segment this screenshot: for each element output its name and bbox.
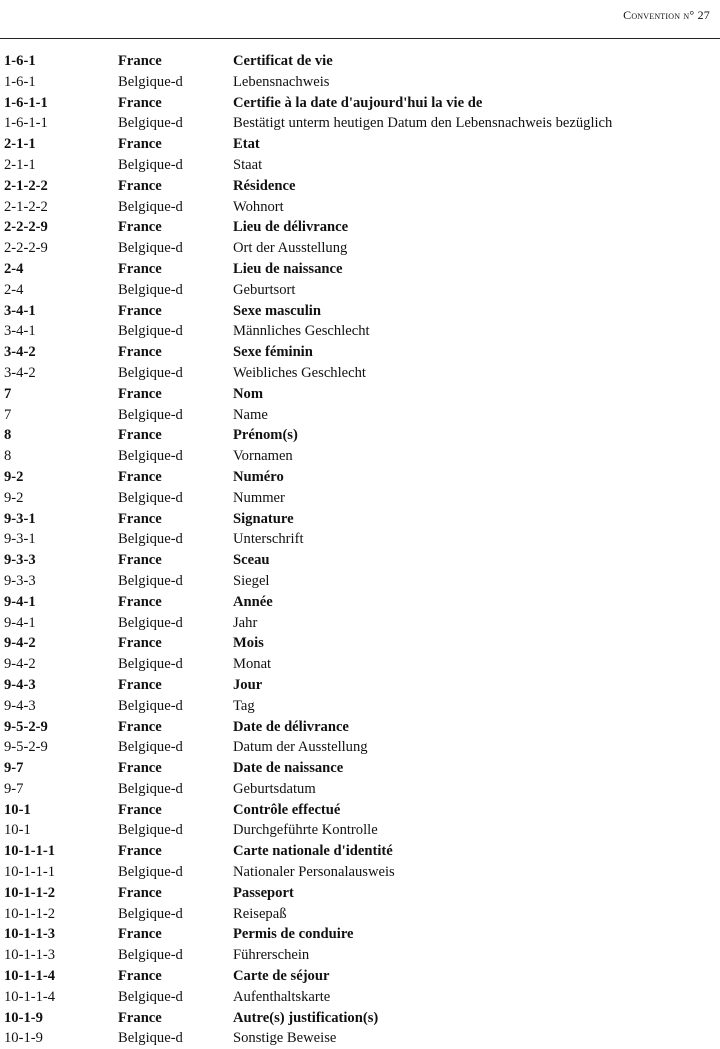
row-country: France: [118, 926, 162, 943]
row-country: France: [118, 177, 162, 194]
row-text: Certifie à la date d'aujourd'hui la vie de: [233, 94, 483, 111]
row-country: France: [118, 801, 162, 818]
row-country: France: [118, 468, 162, 485]
row-country: France: [118, 593, 162, 610]
table-row: [4, 72, 712, 93]
table-row: [4, 633, 712, 654]
row-code: 1-6-1: [4, 53, 36, 69]
table-row: [4, 862, 712, 883]
row-code: 9-4-2: [4, 656, 36, 673]
row-code: 3-4-2: [4, 344, 36, 361]
row-country: Belgique-d: [118, 1030, 183, 1047]
row-text: Lebensnachweis: [233, 73, 330, 90]
row-text: Staat: [233, 156, 263, 173]
row-country: Belgique-d: [118, 156, 183, 173]
table-row: [4, 405, 712, 426]
row-country: Belgique-d: [118, 697, 183, 714]
row-code: 9-3-1: [4, 531, 36, 548]
row-text: Bestätigt unterm heutigen Datum den Lebensnachweis bezüglich: [233, 115, 613, 132]
table-row: [4, 571, 712, 592]
row-country: Belgique-d: [118, 240, 183, 257]
row-text: Reisepaß: [233, 905, 287, 922]
row-code: 10-1-1-4: [4, 988, 56, 1005]
row-text: Etat: [233, 136, 260, 153]
row-country: France: [118, 718, 162, 735]
table-row: [4, 259, 712, 280]
row-country: France: [118, 1009, 162, 1026]
table-row: [4, 966, 712, 987]
row-country: Belgique-d: [118, 406, 183, 423]
row-code: 9-4-2: [4, 635, 36, 652]
row-code: 9-4-3: [4, 697, 36, 714]
row-text: Résidence: [233, 177, 296, 194]
row-code: 2-2-2-9: [4, 240, 48, 257]
table-row: [4, 1008, 712, 1029]
row-text: Lieu de naissance: [233, 260, 343, 277]
row-text: Jahr: [233, 614, 258, 631]
table-row: [4, 113, 712, 134]
table-row: [4, 779, 712, 800]
row-code: 1-6-1-1: [4, 115, 48, 132]
table-row: [4, 904, 712, 925]
row-code: 9-5-2-9: [4, 739, 48, 756]
row-country: Belgique-d: [118, 489, 183, 506]
row-code: 10-1-1-1: [4, 864, 56, 881]
row-country: France: [118, 843, 162, 860]
row-country: Belgique-d: [118, 739, 183, 756]
row-text: Sexe masculin: [233, 302, 321, 319]
row-code: 9-2: [4, 489, 24, 506]
row-country: Belgique-d: [118, 988, 183, 1005]
row-code: 2-4: [4, 281, 24, 298]
row-text: Geburtsdatum: [233, 780, 316, 797]
row-country: Belgique-d: [118, 572, 183, 589]
row-country: Belgique-d: [118, 323, 183, 340]
row-code: 10-1-1-2: [4, 905, 56, 922]
table-row: [4, 613, 712, 634]
row-code: 9-5-2-9: [4, 718, 48, 735]
table-row: [4, 1028, 712, 1049]
table-row: [4, 425, 712, 446]
row-country: France: [118, 53, 162, 69]
table-row: [4, 301, 712, 322]
table-row: [4, 51, 712, 72]
row-country: France: [118, 884, 162, 901]
row-text: Contrôle effectué: [233, 801, 341, 818]
row-country: Belgique-d: [118, 198, 183, 215]
row-code: 10-1-9: [4, 1009, 43, 1026]
table-row: [4, 93, 712, 114]
table-row: [4, 675, 712, 696]
row-code: 3-4-1: [4, 302, 36, 319]
row-country: France: [118, 344, 162, 361]
row-text: Ort der Ausstellung: [233, 240, 348, 257]
row-country: France: [118, 219, 162, 236]
row-text: Date de délivrance: [233, 718, 349, 735]
table-row: [4, 280, 712, 301]
row-text: Jour: [233, 676, 263, 693]
row-country: Belgique-d: [118, 281, 183, 298]
row-code: 10-1-1-4: [4, 968, 56, 985]
row-country: Belgique-d: [118, 864, 183, 881]
table-row: [4, 883, 712, 904]
table-row: [4, 197, 712, 218]
row-country: France: [118, 94, 162, 111]
row-text: Monat: [233, 656, 272, 673]
row-code: 10-1-1-2: [4, 884, 56, 901]
row-code: 10-1: [4, 801, 31, 818]
table-row: [4, 717, 712, 738]
row-country: France: [118, 385, 162, 402]
translation-table: [4, 51, 712, 1049]
table-row: [4, 446, 712, 467]
row-code: 2-4: [4, 260, 24, 277]
row-code: 2-1-1: [4, 156, 36, 173]
table-row: [4, 654, 712, 675]
table-row: [4, 841, 712, 862]
row-country: Belgique-d: [118, 947, 183, 964]
row-text: Aufenthaltskarte: [233, 988, 331, 1005]
table-row: [4, 550, 712, 571]
row-text: Prénom(s): [233, 427, 298, 444]
row-text: Mois: [233, 635, 264, 652]
table-row: [4, 384, 712, 405]
row-text: Date de naissance: [233, 760, 344, 777]
row-country: France: [118, 510, 162, 527]
table-row: [4, 592, 712, 613]
row-text: Führerschein: [233, 947, 310, 964]
row-text: Nummer: [233, 489, 285, 506]
row-text: Nationaler Personalausweis: [233, 864, 395, 881]
row-text: Name: [233, 406, 268, 423]
row-text: Signature: [233, 510, 294, 527]
table-row: [4, 987, 712, 1008]
row-code: 9-4-3: [4, 676, 36, 693]
row-code: 1-6-1: [4, 73, 36, 90]
table-row: [4, 924, 712, 945]
row-code: 8: [4, 427, 12, 444]
table-row: [4, 363, 712, 384]
row-text: Männliches Geschlecht: [233, 323, 370, 340]
row-country: France: [118, 635, 162, 652]
row-country: Belgique-d: [118, 780, 183, 797]
row-code: 9-3-1: [4, 510, 36, 527]
row-code: 9-7: [4, 780, 24, 797]
row-text: Siegel: [233, 572, 270, 589]
header-rule: [0, 38, 720, 39]
row-text: Sceau: [233, 552, 270, 569]
row-country: France: [118, 676, 162, 693]
table-row: [4, 155, 712, 176]
row-text: Permis de conduire: [233, 926, 354, 943]
row-code: 10-1-1-1: [4, 843, 56, 860]
row-code: 9-2: [4, 468, 24, 485]
row-code: 2-1-2-2: [4, 198, 48, 215]
table-row: [4, 321, 712, 342]
row-code: 2-2-2-9: [4, 219, 48, 236]
row-text: Passeport: [233, 884, 294, 901]
row-text: Sonstige Beweise: [233, 1030, 337, 1047]
row-text: Wohnort: [233, 198, 284, 215]
row-country: Belgique-d: [118, 614, 183, 631]
row-country: Belgique-d: [118, 656, 183, 673]
row-text: Sexe féminin: [233, 344, 313, 361]
row-code: 8: [4, 448, 12, 465]
table-row: [4, 529, 712, 550]
row-code: 2-1-1: [4, 136, 36, 153]
row-code: 10-1-1-3: [4, 947, 56, 964]
row-text: Durchgeführte Kontrolle: [233, 822, 378, 839]
row-country: France: [118, 260, 162, 277]
row-code: 2-1-2-2: [4, 177, 48, 194]
row-code: 9-4-1: [4, 593, 36, 610]
table-row: [4, 758, 712, 779]
row-text: Tag: [233, 697, 255, 714]
row-country: Belgique-d: [118, 448, 183, 465]
table-row: [4, 488, 712, 509]
row-text: Datum der Ausstellung: [233, 739, 368, 756]
row-code: 3-4-2: [4, 364, 36, 381]
row-code: 7: [4, 406, 12, 423]
table-row: [4, 737, 712, 758]
table-row: [4, 509, 712, 530]
row-code: 9-7: [4, 760, 24, 777]
row-text: Unterschrift: [233, 531, 304, 548]
row-text: Carte nationale d'identité: [233, 843, 393, 860]
row-code: 10-1: [4, 822, 31, 839]
row-text: Année: [233, 593, 273, 610]
row-text: Nom: [233, 385, 263, 402]
table-row: [4, 176, 712, 197]
row-code: 9-3-3: [4, 572, 36, 589]
row-text: Autre(s) justification(s): [233, 1009, 379, 1026]
row-country: France: [118, 136, 162, 153]
row-country: France: [118, 968, 162, 985]
row-code: 1-6-1-1: [4, 94, 48, 111]
row-country: France: [118, 427, 162, 444]
table-row: [4, 945, 712, 966]
page-header: Convention n° 27: [623, 8, 710, 22]
row-country: France: [118, 552, 162, 569]
row-country: Belgique-d: [118, 115, 183, 132]
row-text: Carte de séjour: [233, 968, 330, 985]
row-code: 10-1-9: [4, 1030, 43, 1047]
row-text: Weibliches Geschlecht: [233, 364, 366, 381]
row-text: Vornamen: [233, 448, 293, 465]
table-row: [4, 342, 712, 363]
row-code: 3-4-1: [4, 323, 36, 340]
table-row: [4, 238, 712, 259]
row-code: 7: [4, 385, 12, 402]
row-code: 10-1-1-3: [4, 926, 56, 943]
row-country: Belgique-d: [118, 905, 183, 922]
row-country: France: [118, 302, 162, 319]
table-row: [4, 800, 712, 821]
row-country: Belgique-d: [118, 822, 183, 839]
row-text: Numéro: [233, 468, 284, 485]
row-text: Lieu de délivrance: [233, 219, 349, 236]
table-row: [4, 217, 712, 238]
table-row: [4, 467, 712, 488]
table-row: [4, 820, 712, 841]
row-code: 9-3-3: [4, 552, 36, 569]
row-text: Geburtsort: [233, 281, 296, 298]
table-row: [4, 696, 712, 717]
table-row: [4, 134, 712, 155]
row-text: Certificat de vie: [233, 53, 333, 69]
row-code: 9-4-1: [4, 614, 36, 631]
row-country: Belgique-d: [118, 364, 183, 381]
row-country: Belgique-d: [118, 531, 183, 548]
row-country: France: [118, 760, 162, 777]
row-country: Belgique-d: [118, 73, 183, 90]
